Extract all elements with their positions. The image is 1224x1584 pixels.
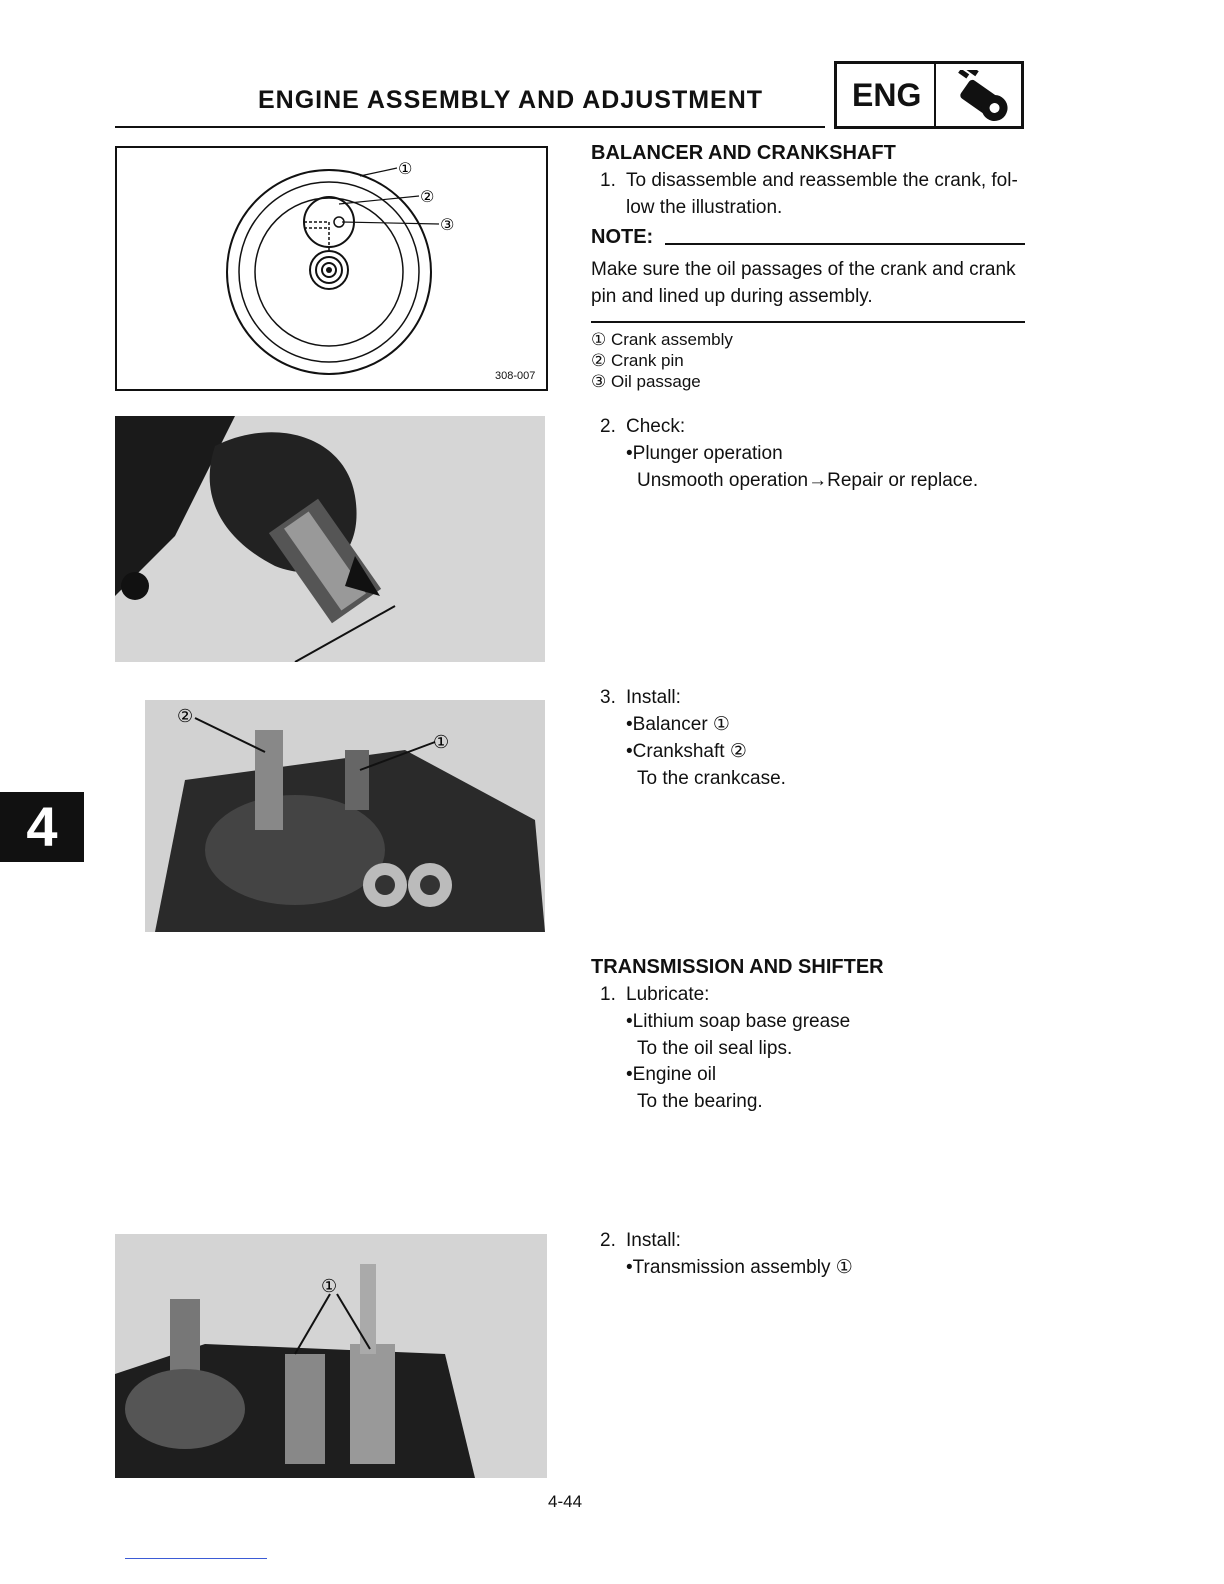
section-heading-balancer: BALANCER AND CRANKSHAFT <box>591 142 896 164</box>
note-label: NOTE: <box>591 226 654 248</box>
page-number: 4-44 <box>548 1492 583 1511</box>
callout-1: ① <box>398 159 413 178</box>
figure-code: 308-007 <box>495 370 536 382</box>
section-heading-transmission: TRANSMISSION AND SHIFTER <box>591 956 884 978</box>
bullet-item: •Transmission assembly ① <box>626 1257 853 1278</box>
bullet-detail: To the crankcase. <box>637 768 786 789</box>
step-number: 1. <box>600 170 616 191</box>
bullet-detail: To the oil seal lips. <box>637 1038 793 1059</box>
section-badge-label: ENG <box>852 77 922 113</box>
bullet-detail: Unsmooth operation→Repair or replace. <box>637 470 979 491</box>
chapter-tab: 4 <box>0 792 84 862</box>
step-title: Install: <box>626 687 681 708</box>
footer-rule <box>125 1558 267 1559</box>
bullet-item: •Balancer ① <box>626 714 730 735</box>
note-end-rule <box>591 321 1025 323</box>
page-title: ENGINE ASSEMBLY AND ADJUSTMENT <box>258 86 764 114</box>
legend-item: ① Crank assembly <box>591 330 733 349</box>
step-title: Lubricate: <box>626 984 710 1005</box>
note-text: pin and lined up during assembly. <box>591 286 873 307</box>
callout-2: ② <box>420 187 435 206</box>
step-text: To disassemble and reassemble the crank, fol- <box>626 170 1018 191</box>
bullet-item: •Crankshaft ② <box>626 741 747 762</box>
photo-callout-1: ① <box>433 732 450 753</box>
crankcase-photo <box>145 700 545 932</box>
step-number: 2. <box>600 416 616 437</box>
step-number: 3. <box>600 687 616 708</box>
piston-wrench-icon <box>944 70 1020 126</box>
plunger-photo <box>115 416 545 662</box>
step-title: Check: <box>626 416 686 437</box>
badge-divider <box>934 61 936 129</box>
header-rule <box>115 126 825 128</box>
photo-callout-1: ① <box>321 1276 338 1297</box>
step-text: low the illustration. <box>626 197 783 218</box>
step-number: 2. <box>600 1230 616 1251</box>
crank-diagram <box>117 148 546 389</box>
transmission-photo <box>115 1234 547 1478</box>
step-title: Install: <box>626 1230 681 1251</box>
note-text: Make sure the oil passages of the crank and crank <box>591 259 1016 280</box>
note-rule <box>665 243 1025 245</box>
callout-3: ③ <box>440 215 455 234</box>
bullet-item: •Engine oil <box>626 1064 717 1085</box>
step-number: 1. <box>600 984 616 1005</box>
bullet-detail: To the bearing. <box>637 1091 763 1112</box>
photo-callout-2: ② <box>177 706 194 727</box>
bullet-item: •Plunger operation <box>626 443 783 464</box>
bullet-item: •Lithium soap base grease <box>626 1011 851 1032</box>
legend-item: ② Crank pin <box>591 351 684 370</box>
legend-item: ③ Oil passage <box>591 372 701 391</box>
